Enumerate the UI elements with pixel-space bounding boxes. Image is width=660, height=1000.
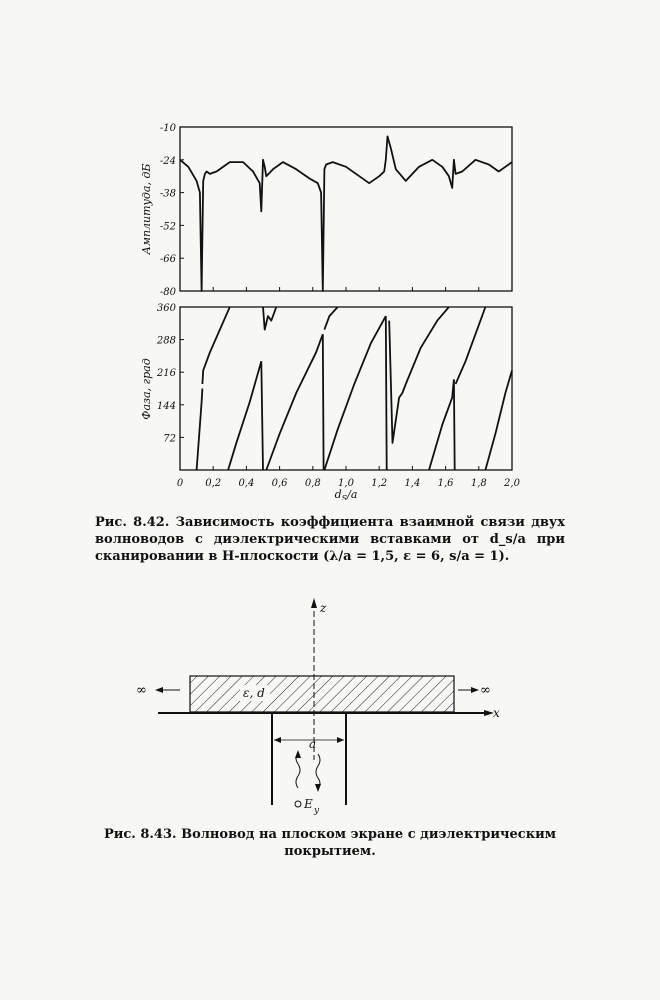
phase-x-tick-label: 1,8 bbox=[470, 478, 487, 489]
phase-series-line-12 bbox=[429, 379, 454, 470]
amplitude-series bbox=[180, 136, 512, 291]
phase-series-line-13 bbox=[454, 379, 455, 470]
phase-y-tick-label: 216 bbox=[156, 368, 176, 380]
amplitude-y-tick-label: -38 bbox=[159, 188, 176, 200]
phase-y-tick-label: 360 bbox=[156, 303, 176, 314]
phase-series-line-9 bbox=[386, 316, 387, 470]
amplitude-series-line-0 bbox=[180, 136, 512, 291]
z-axis-label: z bbox=[320, 601, 327, 615]
phase-x-axis-label: $d_S/a$ bbox=[334, 488, 358, 500]
phase-series-line-8 bbox=[324, 316, 385, 470]
aperture-label: a bbox=[309, 737, 317, 751]
material-label: ε, d bbox=[243, 686, 265, 700]
aperture-arrow-left bbox=[274, 737, 281, 743]
x-axis-label: x bbox=[493, 706, 500, 720]
infinity-right-arrowhead bbox=[471, 687, 479, 693]
figure-8-42-caption-text: Зависимость коэффициента взаимной связи двух волноводов с диэлектрическими вставками от d_s/a при сканировании в H-плоскости (λ/a = 1,5, ε = 6, s/a = 1). bbox=[95, 515, 566, 564]
phase-x-tick-label: 1,4 bbox=[404, 478, 421, 489]
phase-plot-frame bbox=[180, 307, 512, 470]
phase-x-tick-label: 0,2 bbox=[205, 478, 222, 489]
figure-8-43-caption-label: Рис. 8.43. bbox=[103, 827, 177, 842]
phase-series-line-14 bbox=[456, 307, 486, 384]
phase-x-tick-label: 0,8 bbox=[304, 478, 321, 489]
phase-x-tick-label: 1,2 bbox=[371, 478, 388, 489]
amplitude-y-tick-label: -10 bbox=[159, 123, 176, 134]
phase-series-line-3 bbox=[261, 361, 263, 470]
infinity-left-label: ∞ bbox=[136, 683, 147, 698]
phase-series bbox=[197, 307, 512, 470]
z-axis-arrow bbox=[311, 598, 317, 608]
wave-arrow-down-head bbox=[315, 784, 321, 792]
phase-x-ticks bbox=[177, 287, 521, 489]
phase-x-tick-label: 1,6 bbox=[437, 478, 454, 489]
figure-8-43 bbox=[0, 590, 660, 830]
aperture-arrow-right bbox=[337, 737, 344, 743]
figure-8-43-caption bbox=[100, 826, 560, 860]
field-source-point bbox=[295, 801, 301, 807]
field-label: E bbox=[304, 797, 313, 811]
phase-series-line-4 bbox=[263, 307, 276, 330]
wave-arrow-up-head bbox=[295, 750, 301, 758]
phase-y-axis-label: Фаза, град bbox=[140, 358, 153, 420]
phase-x-tick-label: 0 bbox=[176, 478, 184, 489]
phase-x-tick-label: 2,0 bbox=[504, 478, 520, 489]
infinity-left-arrowhead bbox=[155, 687, 163, 693]
figure-8-42-caption bbox=[95, 514, 565, 565]
phase-series-line-6 bbox=[323, 334, 324, 470]
phase-series-line-0 bbox=[197, 389, 203, 471]
phase-x-tick-label: 0,6 bbox=[271, 478, 288, 489]
infinity-right-label: ∞ bbox=[480, 683, 491, 698]
phase-y-tick-label: 144 bbox=[156, 400, 176, 412]
amplitude-y-tick-label: -24 bbox=[159, 155, 176, 167]
phase-series-line-2 bbox=[228, 361, 261, 470]
amplitude-y-tick-label: -66 bbox=[159, 254, 176, 266]
amplitude-y-tick-label: -80 bbox=[159, 287, 176, 298]
phase-series-line-10 bbox=[389, 321, 406, 443]
figure-8-43-caption-text: Волновод на плоском экране с диэлектрическим покрытием. bbox=[181, 827, 557, 859]
field-subscript: y bbox=[314, 806, 320, 816]
dielectric-layer bbox=[190, 676, 454, 712]
phase-y-tick-label: 72 bbox=[163, 433, 176, 445]
phase-x-tick-label: 1,0 bbox=[338, 478, 354, 489]
amplitude-plot-frame bbox=[180, 127, 512, 291]
wave-arrow-down bbox=[316, 754, 320, 788]
phase-series-line-15 bbox=[485, 370, 512, 470]
phase-series-line-5 bbox=[266, 334, 323, 470]
phase-x-tick-label: 0,4 bbox=[238, 478, 255, 489]
figure-8-42-caption-label: Рис. 8.42. bbox=[95, 515, 170, 530]
phase-series-line-1 bbox=[202, 307, 229, 384]
phase-series-line-7 bbox=[324, 307, 337, 330]
amplitude-y-axis-label: Амплитуда, дБ bbox=[140, 163, 153, 255]
phase-y-tick-label: 288 bbox=[156, 335, 176, 347]
phase-series-line-11 bbox=[406, 307, 449, 384]
amplitude-y-tick-label: -52 bbox=[159, 221, 176, 233]
wave-arrow-up bbox=[296, 754, 300, 788]
